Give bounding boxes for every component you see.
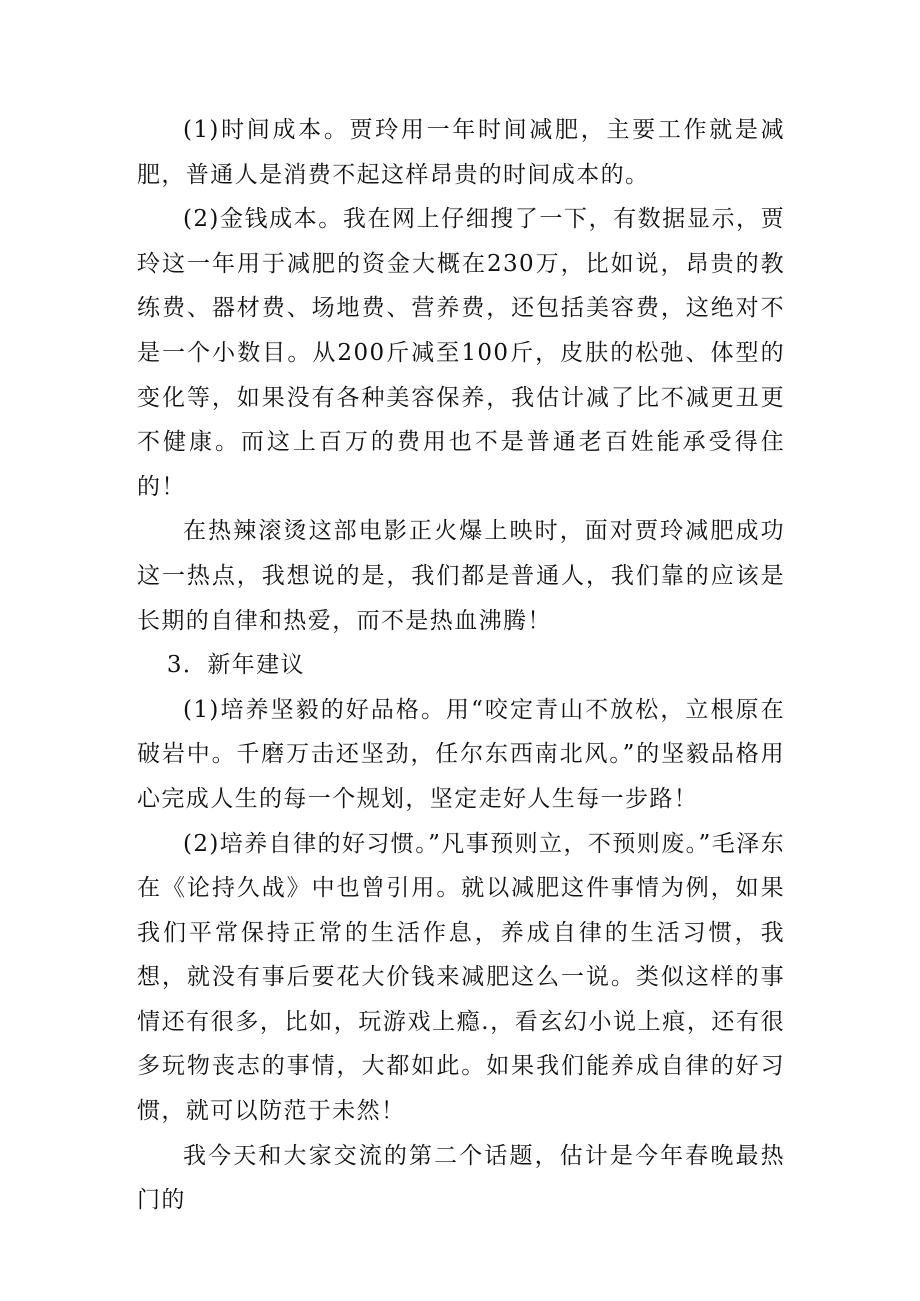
section-heading-new-year-advice: 3．新年建议 xyxy=(166,652,305,679)
paragraph-money-cost: (2)金钱成本。我在网上仔细搜了一下，有数据显示，贾玲这一年用于减肥的资金大概在230万，比如说，昂贵的教练费、器材费、场地费、营养费，还包括美容费，这绝对不是一个小数目。从200斤减至100斤，皮肤的松弛、体型的变化等，如果没有各种美容保养，我估计减了比不减更丑更不健康。而这上百万的费用也不是普通老百姓能承受得住的！ xyxy=(137,206,785,500)
paragraph-perseverance: (1)培养坚毅的好品格。用“咬定青山不放松，立根原在破岩中。千磨万击还坚劲，任尔东西南北风。”的坚毅品格用心完成人生的每一个规划，坚定走好人生每一步路！ xyxy=(137,696,785,812)
paragraph-self-discipline: (2)培养自律的好习惯。”凡事预则立，不预则废。”毛泽东在《论持久战》中也曾引用。就以减肥这件事情为例，如果我们平常保持正常的生活作息，养成自律的生活习惯，我想，就没有事后要花大价钱来减肥这么一说。类似这样的事情还有很多，比如，玩游戏上瘾.，看玄幻小说上痕，还有很多玩物丧志的事情，大都如此。如果我们能养成自律的好习惯，就可以防范于未然！ xyxy=(137,830,785,1125)
paragraph-movie-comment: 在热辣滚烫这部电影正火爆上映时，面对贾玲减肥成功这一热点，我想说的是，我们都是普通人，我们靠的应该是长期的自律和热爱，而不是热血沸腾！ xyxy=(137,518,785,634)
paragraph-time-cost: (1)时间成本。贾玲用一年时间减肥，主要工作就是减肥，普通人是消费不起这样昂贵的时间成本的。 xyxy=(137,117,785,188)
document-body xyxy=(137,108,785,1223)
paragraph-second-topic: 我今天和大家交流的第二个话题，估计是今年春晚最热门的 xyxy=(137,1142,785,1214)
